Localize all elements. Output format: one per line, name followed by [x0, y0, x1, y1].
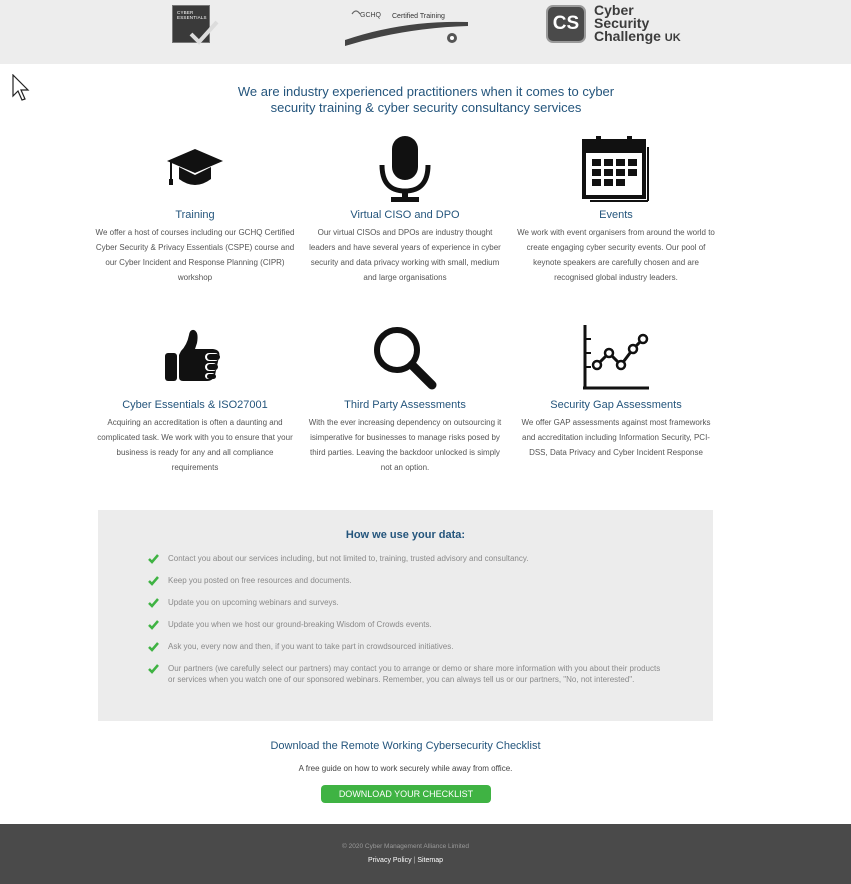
check-icon — [148, 664, 159, 674]
service-virtual-ciso: Virtual CISO and DPO Our virtual CISOs and DPOs are industry thought leaders and have several years of experience in cyber security and data privacy working with small, medium and large organisations — [305, 135, 505, 285]
calendar-icon — [582, 135, 650, 203]
check-icon — [148, 576, 159, 586]
graduation-cap-icon — [165, 135, 225, 195]
service-gap-assessments: Security Gap Assessments We offer GAP assessments against most frameworks and accreditation including Information Security, PCI-DSS, Data Privacy and Cyber Incident Response — [516, 325, 716, 460]
cyber-security-challenge-logo: CS Cyber Security Challenge UK — [546, 4, 696, 46]
download-checklist-button[interactable]: DOWNLOAD YOUR CHECKLIST — [321, 785, 491, 803]
service-events: Events We work with event organisers from around the world to create engaging cyber security events. Our pool of keynote speakers are carefully chosen and are recognised global industry leaders. — [516, 135, 716, 285]
thumbs-up-icon — [165, 325, 225, 385]
check-icon — [148, 554, 159, 564]
check-icon — [148, 642, 159, 652]
list-item: Ask you, every now and then, if you want to take part in crowdsourced initiatives. — [148, 641, 668, 652]
sitemap-link[interactable]: Sitemap — [417, 857, 443, 864]
checkmark-icon — [187, 20, 219, 48]
service-training: Training We offer a host of courses including our GCHQ Certified Cyber Security & Privacy Essentials (CSPE) course and our Cyber Incident and Response Planning (CIPR) workshop — [95, 135, 295, 285]
copyright-text: © 2020 Cyber Management Alliance Limited — [342, 843, 469, 850]
list-item: Keep you posted on free resources and documents. — [148, 575, 668, 586]
download-subtitle: A free guide on how to work securely while away from office. — [298, 764, 513, 773]
check-icon — [148, 620, 159, 630]
list-item: Our partners (we carefully select our partners) may contact you to arrange or demo or share more information with you about their products or services when you watch one of our sponsored webinars. Remember, you can always tell us or our partners, "No, not interested". — [148, 663, 668, 685]
privacy-policy-link[interactable]: Privacy Policy — [368, 857, 412, 864]
magnifying-glass-icon — [372, 325, 438, 391]
gchq-certified-training-logo: GCHQ Certified Training — [344, 6, 468, 46]
service-third-party: Third Party Assessments With the ever increasing dependency on outsourcing it isimperative for businesses to manage risks posed by third parties. Leaving the backdoor unlocked is simply not an option. — [305, 325, 505, 475]
mouse-cursor-icon — [12, 74, 32, 102]
line-chart-icon — [583, 325, 649, 391]
list-item: Update you when we host our ground-breaking Wisdom of Crowds events. — [148, 619, 668, 630]
microphone-icon — [377, 135, 433, 203]
service-cyber-essentials: Cyber Essentials & ISO27001 Acquiring an accreditation is often a daunting and complicated task. We work with you to ensure that your business is ready for any and all compliance requirements — [95, 325, 295, 475]
data-usage-title: How we use your data: — [345, 529, 466, 541]
download-title: Download the Remote Working Cybersecurity Checklist — [270, 740, 541, 752]
data-usage-list — [148, 553, 668, 696]
footer-links — [0, 857, 811, 864]
check-icon — [148, 598, 159, 608]
footer — [0, 824, 851, 884]
list-item: Update you on upcoming webinars and surveys. — [148, 597, 668, 608]
page-tagline: We are industry experienced practitioners when it comes to cyber security training & cyber security consultancy services — [237, 84, 615, 115]
list-item: Contact you about our services including, but not limited to, training, trusted advisory and consultancy. — [148, 553, 668, 564]
footer-separator: | — [413, 857, 416, 864]
logo-bar — [0, 0, 851, 64]
data-usage-panel — [98, 510, 713, 721]
cyber-essentials-logo: CYBER ESSENTIALS — [172, 5, 210, 43]
